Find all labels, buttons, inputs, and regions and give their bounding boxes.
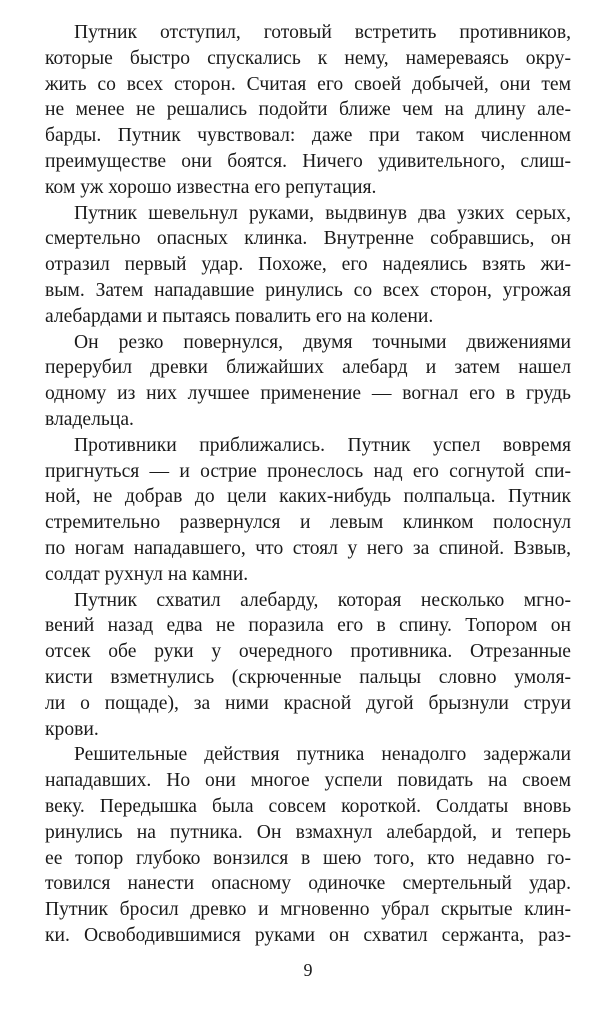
text-line: солдат рухнул на камни.: [45, 563, 249, 585]
text-line: отразил первый удар. Похоже, его надеялись взять жи-: [45, 254, 571, 276]
text-line: кисти взметнулись (скрюченные пальцы словно умоля-: [45, 666, 571, 688]
paragraph: [45, 201, 571, 330]
paragraph: [45, 588, 571, 743]
text-line: алебардами и пытаясь повалить его на колени.: [45, 305, 434, 327]
text-line: Путник шевельнул руками, выдвинув два узких серых,: [74, 202, 571, 224]
text-line: не менее не решались подойти ближе чем на длину але-: [45, 99, 571, 121]
text-line: Путник отступил, готовый встретить противников,: [74, 22, 571, 43]
page-number: 9: [303, 960, 313, 980]
text-line: Путник схватил алебарду, которая несколько мгно-: [74, 589, 571, 611]
paragraph: [45, 742, 571, 948]
paragraph: [45, 330, 571, 433]
text-line: ее топор глубоко вонзился в шею того, кто недавно го-: [45, 847, 571, 869]
text-line: вений назад едва не поразила его в спину. Топором он: [45, 615, 571, 637]
text-line: стремительно развернулся и левым клинком полоснул: [45, 512, 571, 534]
text-line: крови.: [45, 718, 99, 740]
text-line: вым. Затем нападавшие ринулись со всех сторон, угрожая: [45, 279, 571, 301]
text-line: Он резко повернулся, двумя точными движениями: [74, 331, 571, 353]
text-line: ринулись на путника. Он взмахнул алебардой, и теперь: [45, 821, 571, 843]
text-line: нападавших. Но они многое успели повидать на своем: [45, 770, 571, 792]
text-line: ки. Освободившимися руками он схватил сержанта, раз-: [45, 924, 571, 946]
paragraph: [45, 20, 571, 201]
text-line: ком уж хорошо известна его репутация.: [45, 176, 377, 198]
paragraph: [45, 433, 571, 588]
text-line: товился нанести опасному одиночке смертельный удар.: [45, 873, 571, 895]
text-line: одному из них лучшее применение — вогнал его в грудь: [45, 383, 571, 405]
text-line: жить со всех сторон. Считая его своей добычей, они тем: [45, 73, 571, 95]
text-line: Противники приближались. Путник успел вовремя: [74, 434, 571, 456]
text-line: владельца.: [45, 408, 134, 430]
text-line: ной, не добрав до цели каких-нибудь полпальца. Путник: [45, 486, 571, 508]
text-line: барды. Путник чувствовал: даже при таком численном: [45, 125, 571, 147]
text-line: Путник бросил древко и мгновенно убрал скрытые клин-: [45, 899, 571, 921]
text-line: перерубил древки ближайших алебард и затем нашел: [45, 357, 571, 379]
page-body: [45, 20, 571, 949]
text-line: преимуществе они боятся. Ничего удивительного, слиш-: [45, 150, 571, 172]
text-line: отсек обе руки у очередного противника. Отрезанные: [45, 641, 571, 663]
text-column: [45, 20, 571, 949]
text-line: Решительные действия путника ненадолго задержали: [74, 744, 571, 766]
text-line: веку. Передышка была совсем короткой. Солдаты вновь: [45, 795, 571, 817]
text-line: ли о пощаде), за ними красной дугой брызнули струи: [45, 692, 571, 714]
text-line: пригнуться — и острие пронеслось над его согнутой спи-: [45, 460, 571, 482]
text-line: которые быстро спускались к нему, намереваясь окру-: [45, 47, 571, 69]
text-line: смертельно опасных клинка. Внутренне собравшись, он: [45, 228, 571, 250]
text-line: по ногам нападавшего, что стоял у него за спиной. Взвыв,: [45, 537, 571, 559]
